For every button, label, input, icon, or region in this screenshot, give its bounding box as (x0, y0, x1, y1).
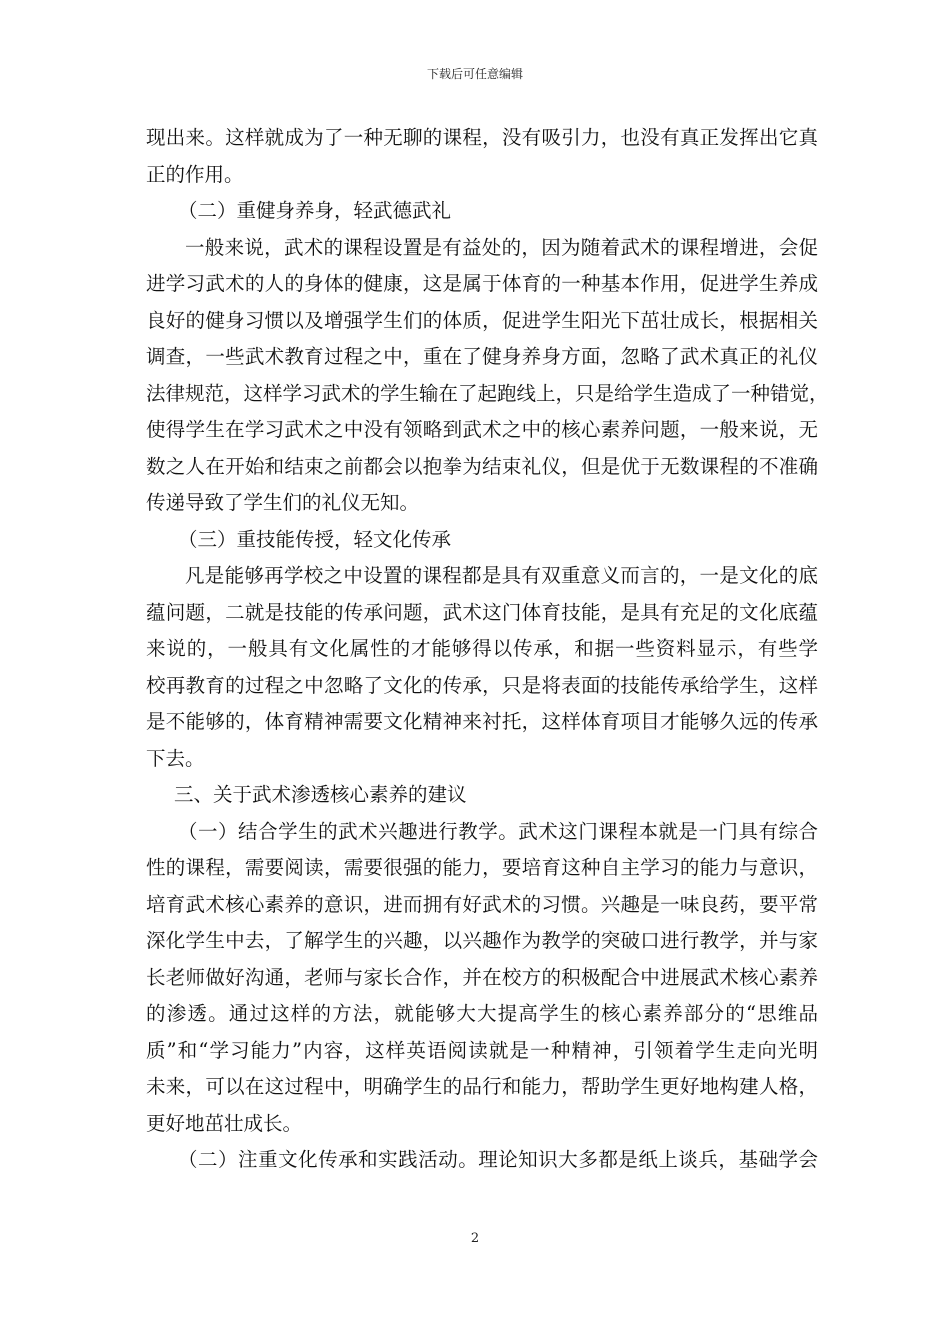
text-line: 一般来说，武术的课程设置是有益处的，因为随着武术的课程增进，会促 (185, 235, 818, 259)
text-line: 蕴问题，二就是技能的传承问题，武术这门体育技能，是具有充足的文化底蕴 (146, 600, 818, 624)
text-line: 使得学生在学习武术之中没有领略到武术之中的核心素养问题，一般来说，无 (146, 418, 818, 441)
text-line: 传递导致了学生们的礼仪无知。 (146, 491, 420, 514)
text-line: 现出来。这样就成为了一种无聊的课程，没有吸引力，也没有真正发挥出它真 (146, 126, 818, 149)
text-line: 正的作用。 (146, 162, 244, 186)
text-line: 校再教育的过程之中忽略了文化的传承，只是将表面的技能传承给学生，这样 (146, 673, 818, 697)
text-line: 数之人在开始和结束之前都会以抱拳为结束礼仪，但是优于无数课程的不准确 (146, 454, 818, 478)
text-line: 性的课程，需要阅读，需要很强的能力，要培育这种自主学习的能力与意识， (146, 856, 818, 879)
document-body (146, 120, 829, 1179)
text-line: 的渗透。通过这样的方法，就能够大大提高学生的核心素养部分的“思维品 (146, 1002, 818, 1025)
text-line: 深化学生中去，了解学生的兴趣，以兴趣作为教学的突破口进行教学，并与家 (146, 929, 818, 952)
text-line: （二）注重文化传承和实践活动。理论知识大多都是纸上谈兵，基础学会 (178, 1148, 818, 1171)
text-line: 是不能够的，体育精神需要文化精神来衬托，这样体育项目才能够久远的传承 (146, 710, 818, 733)
text-line: （二）重健身养身，轻武德武礼 (178, 199, 452, 222)
text-line: 调查，一些武术教育过程之中，重在了健身养身方面，忽略了武术真正的礼仪 (146, 345, 818, 368)
text-line: 凡是能够再学校之中设置的课程都是具有双重意义而言的，一是文化的底 (185, 564, 818, 587)
text-line: 培育武术核心素养的意识，进而拥有好武术的习惯。兴趣是一味良药，要平常 (146, 892, 818, 916)
text-line: 更好地茁壮成长。 (146, 1111, 303, 1135)
page-number: 2 (470, 1231, 480, 1246)
text-line: 下去。 (146, 746, 205, 770)
text-line: 未来，可以在这过程中，明确学生的品行和能力，帮助学生更好地构建人格， (146, 1075, 818, 1098)
text-line: 法律规范，这样学习武术的学生输在了起跑线上，只是给学生造成了一种错觉， (146, 381, 829, 405)
text-line: 进学习武术的人的身体的健康，这是属于体育的一种基本作用，促进学生养成 (146, 272, 818, 295)
text-line: （三）重技能传授，轻文化传承 (178, 527, 452, 551)
text-line: 质”和“学习能力”内容，这样英语阅读就是一种精神，引领着学生走向光明 (146, 1038, 818, 1062)
text-line: 长老师做好沟通，老师与家长合作，并在校方的积极配合中进展武术核心素养 (146, 965, 818, 989)
page-header: 下载后可任意编辑 (426, 67, 523, 81)
text-line: 良好的健身习惯以及增强学生们的体质，促进学生阳光下茁壮成长，根据相关 (146, 308, 818, 332)
text-line: （一）结合学生的武术兴趣进行教学。武术这门课程本就是一门具有综合 (178, 819, 818, 843)
text-line: 来说的，一般具有文化属性的才能够得以传承，和据一些资料显示，有些学 (146, 637, 818, 660)
text-line: 三、关于武术渗透核心素养的建议 (174, 783, 467, 806)
